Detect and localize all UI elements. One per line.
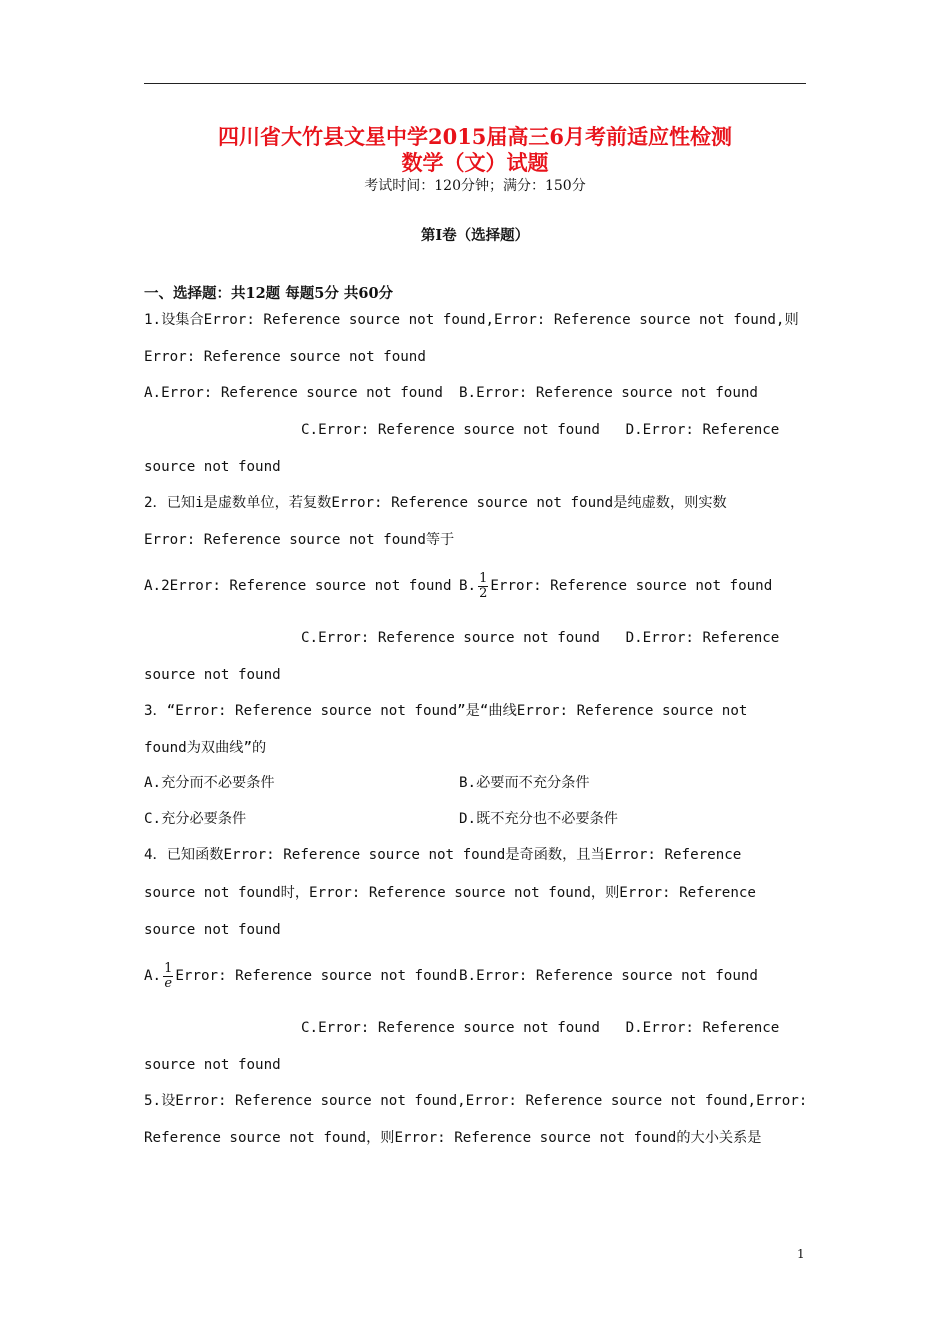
q2-option-b [459,567,772,605]
q2-option-cd: C.Error: Reference source not found D.Error: Reference [301,630,780,646]
q4-stem-line2: source not found时，Error: Reference source not found，则Error: Reference [144,885,756,901]
fraction-denominator: e [164,975,173,991]
exam-info: 考试时间：120分钟；满分：150分 [364,178,586,194]
q2-option-d-tail: source not found [144,667,281,683]
q1-option-b: B.Error: Reference source not found [459,385,758,401]
header-rule [144,83,806,84]
q4-option-cd: C.Error: Reference source not found D.Error: Reference [301,1020,780,1036]
q4-option-d-tail: source not found [144,1057,281,1073]
q4-option-a [144,957,457,995]
q2-option-a: A.2Error: Reference source not found [144,578,452,594]
q3-option-c: C.充分必要条件 [144,811,247,827]
q4-option-a-text: Error: Reference source not found [175,968,458,984]
q3-stem-line2: found为双曲线”的 [144,740,267,756]
q1-option-cd: C.Error: Reference source not found D.Error: Reference [301,422,780,438]
fraction-numerator: 1 [479,570,488,586]
q4-option-a-prefix: A. [144,968,162,984]
q4-stem-line3: source not found [144,922,281,938]
page-title: 四川省大竹县文星中学2015届高三6月考前适应性检测 [217,124,733,149]
page-subtitle: 数学（文）试题 [401,150,549,175]
q5-stem-line2: Reference source not found，则Error: Reference source not found的大小关系是 [144,1130,762,1146]
q1-option-a: A.Error: Reference source not found [144,385,443,401]
q1-option-d-tail: source not found [144,459,281,475]
q4-option-b: B.Error: Reference source not found [459,968,758,984]
q2-stem-line1: 2．已知i是虚数单位，若复数Error: Reference source not found是纯虚数，则实数 [144,495,727,511]
section-heading: 一、选择题：共12题 每题5分 共60分 [144,285,394,302]
q3-option-b: B.必要而不充分条件 [459,775,590,791]
q3-option-d: D.既不充分也不必要条件 [459,811,618,827]
fraction [163,962,173,991]
fraction [478,572,488,601]
q2-option-b-prefix: B. [459,578,477,594]
fraction-denominator: 2 [479,585,488,601]
fraction-numerator: 1 [164,960,173,976]
volume-heading: 第I卷（选择题） [420,227,530,244]
page-number: 1 [797,1247,805,1261]
q2-option-b-text: Error: Reference source not found [490,578,773,594]
q5-stem-line1: 5.设Error: Reference source not found,Error: Reference source not found,Error: [144,1093,808,1109]
q3-stem-line1: 3．“Error: Reference source not found”是“曲线Error: Reference source not [144,703,748,719]
q1-stem-line2: Error: Reference source not found [144,349,426,365]
q4-stem-line1: 4．已知函数Error: Reference source not found是奇函数，且当Error: Reference [144,847,742,863]
q1-stem-line1: 1.设集合Error: Reference source not found,Error: Reference source not found,则 [144,312,799,328]
q3-option-a: A.充分而不必要条件 [144,775,275,791]
q2-stem-line2: Error: Reference source not found等于 [144,532,455,548]
